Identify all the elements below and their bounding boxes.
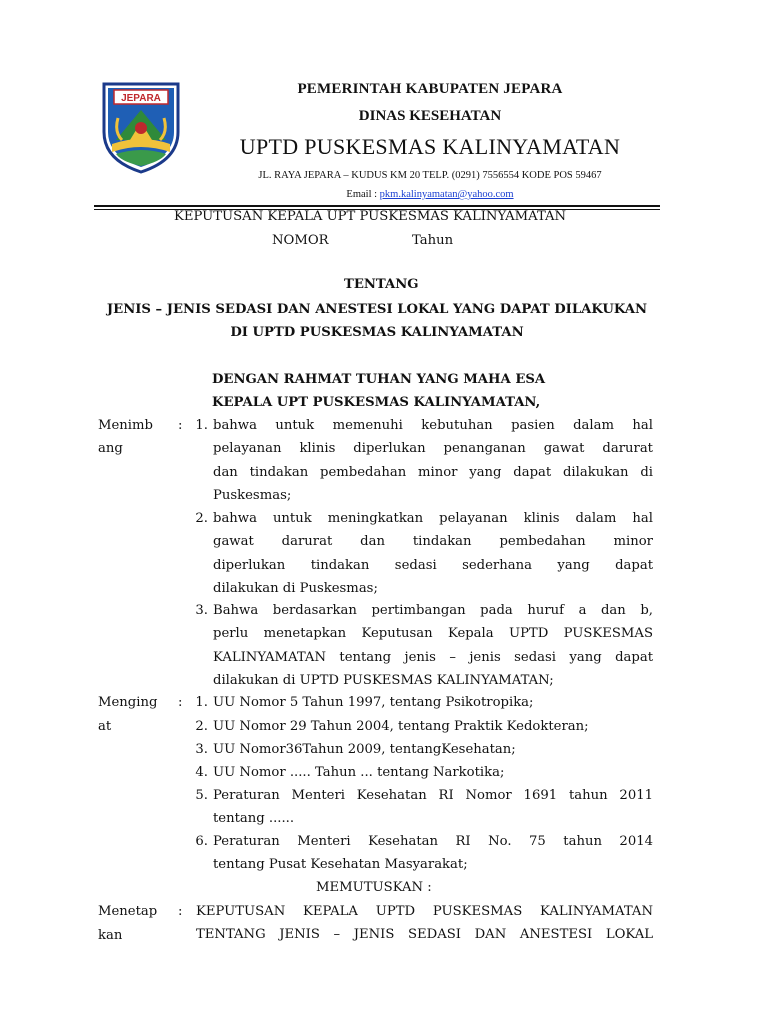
email-line xyxy=(190,187,670,203)
menimbang-label-2: ang xyxy=(98,441,123,456)
item-line: dan tindakan pembedahan minor yang dapat dilakukan di xyxy=(213,464,653,480)
mengingat-item-number: 6. xyxy=(195,834,208,849)
address-line: JL. RAYA JEPARA – KUDUS KM 20 TELP. (0291) 7556554 KODE POS 59467 xyxy=(258,170,602,181)
menetapkan-content xyxy=(196,900,653,947)
item-line: tentang ...... xyxy=(213,811,295,827)
issuer-title: KEPALA UPT PUSKESMAS KALINYAMATAN, xyxy=(212,395,541,410)
menimbang-item-number: 2. xyxy=(195,511,208,526)
nomor-label: NOMOR xyxy=(272,233,329,248)
item-line: Peraturan Menteri Kesehatan RI No. 75 tahun 2014 xyxy=(213,834,653,849)
item-line: Bahwa berdasarkan pertimbangan pada huruf a dan b, xyxy=(213,603,653,618)
mengingat-item-number: 1. xyxy=(195,695,208,710)
menetapkan-colon: : xyxy=(178,904,183,919)
letterhead-divider-thick xyxy=(94,205,660,207)
item-line: dilakukan di Puskesmas; xyxy=(213,581,378,597)
mengingat-item: UU Nomor36Tahun 2009, tentangKesehatan; xyxy=(213,742,516,757)
menetapkan-line: TENTANG JENIS – JENIS SEDASI DAN ANESTESI LOKAL xyxy=(196,927,653,943)
menimbang-item xyxy=(213,507,653,601)
memutuskan-heading: MEMUTUSKAN : xyxy=(316,880,432,895)
mengingat-label-2: at xyxy=(98,719,112,734)
institution-name: UPTD PUSKESMAS KALINYAMATAN xyxy=(239,134,621,159)
menimbang-colon: : xyxy=(178,418,183,433)
mengingat-item-number: 3. xyxy=(195,742,208,757)
mengingat-item xyxy=(213,830,653,877)
mengingat-item: UU Nomor ..... Tahun ... tentang Narkotika; xyxy=(213,765,505,780)
government-name: PEMERINTAH KABUPATEN JEPARA xyxy=(297,81,563,97)
mengingat-item-number: 4. xyxy=(195,765,208,780)
mengingat-label-1: Menging xyxy=(98,695,158,710)
email-link[interactable]: pkm.kalinyamatan@yahoo.com xyxy=(379,189,514,200)
decree-subject-line-2: DI UPTD PUSKESMAS KALINYAMATAN xyxy=(230,325,524,340)
mengingat-item: UU Nomor 5 Tahun 1997, tentang Psikotropika; xyxy=(213,695,534,710)
decree-title: KEPUTUSAN KEPALA UPT PUSKESMAS KALINYAMATAN xyxy=(174,209,567,224)
menimbang-item xyxy=(213,414,653,508)
item-line: diperlukan tindakan sedasi sederhana yang dapat xyxy=(213,557,653,573)
item-line: tentang Pusat Kesehatan Masyarakat; xyxy=(213,857,468,873)
item-line: gawat darurat dan tindakan pembedahan minor xyxy=(213,534,653,550)
menimbang-item xyxy=(213,599,653,693)
item-line: pelayanan klinis diperlukan penanganan gawat darurat xyxy=(213,441,653,457)
menimbang-label-1: Menimb xyxy=(98,418,153,433)
item-line: bahwa untuk meningkatkan pelayanan klinis dalam hal xyxy=(213,511,653,526)
tentang-heading: TENTANG xyxy=(344,277,419,292)
menetapkan-label-2: kan xyxy=(98,928,123,943)
letterhead xyxy=(190,78,670,203)
mengingat-item xyxy=(213,784,653,831)
item-line: perlu menetapkan Keputusan Kepala UPTD PUSKESMAS xyxy=(213,626,653,642)
item-line: dilakukan di UPTD PUSKESMAS KALINYAMATAN; xyxy=(213,673,554,689)
jepara-regency-crest-icon xyxy=(100,78,182,174)
mengingat-colon: : xyxy=(178,695,183,710)
mengingat-item-number: 5. xyxy=(195,788,208,803)
item-line: Peraturan Menteri Kesehatan RI Nomor 1691 tahun 2011 xyxy=(213,788,653,803)
menimbang-item-number: 1. xyxy=(195,418,208,433)
menimbang-item-number: 3. xyxy=(195,603,208,618)
item-line: KALINYAMATAN tentang jenis – jenis sedasi yang dapat xyxy=(213,649,653,665)
grace-statement: DENGAN RAHMAT TUHAN YANG MAHA ESA xyxy=(212,372,546,387)
mengingat-item: UU Nomor 29 Tahun 2004, tentang Praktik Kedokteran; xyxy=(213,719,589,734)
decree-subject-line-1: JENIS – JENIS SEDASI DAN ANESTESI LOKAL YANG DAPAT DILAKUKAN xyxy=(106,302,648,317)
mengingat-item-number: 2. xyxy=(195,719,208,734)
tahun-label: Tahun xyxy=(412,233,454,248)
item-line: Puskesmas; xyxy=(213,488,292,504)
menetapkan-label-1: Menetap xyxy=(98,904,158,919)
email-label: Email : xyxy=(346,189,380,200)
menetapkan-line: KEPUTUSAN KEPALA UPTD PUSKESMAS KALINYAMATAN xyxy=(196,904,653,919)
item-line: bahwa untuk memenuhi kebutuhan pasien dalam hal xyxy=(213,418,653,433)
department-name: DINAS KESEHATAN xyxy=(358,108,502,124)
crest-label: JEPARA xyxy=(121,93,161,104)
